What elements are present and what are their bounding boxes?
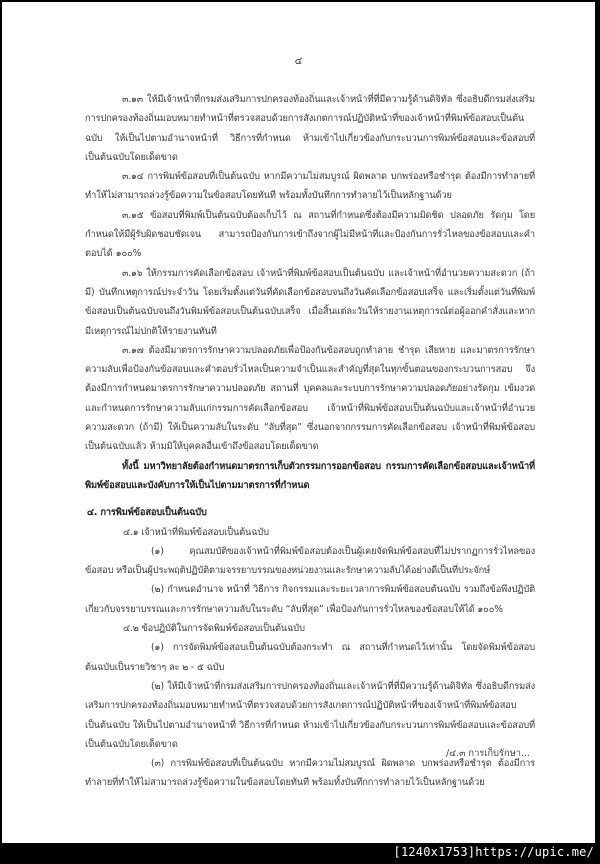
security-note: ทั้งนี้ มหาวิทยาลัยต้องกำหนดมาตรการเก็บตัวกรรมการออกข้อสอบ กรรมการคัดเลือกข้อสอบและเจ้าหน้าที่พิมพ์ข้อสอบและบังคับการให้เป็นไปตามมาตรการที่กำหนด: [85, 460, 535, 491]
section-4-2-item-3: (๓) การพิมพ์ข้อสอบที่เป็นต้นฉบับ หากมีความไม่สมบูรณ์ ผิดพลาด บกพร่องหรือชำรุด ต้องมีการทำลายที่ทำให้ไม่สามารถล่วงรู้ข้อความในข้อสอบโดยทันที พร้อมทั้งบันทึกการทำลายไว้เป็นหลักฐานด้วย: [85, 758, 535, 789]
section-4-2-item-1: (๑) การจัดพิมพ์ข้อสอบเป็นต้นฉบับต้องกระทำ ณ สถานที่กำหนดไว้เท่านั้น โดยจัดพิมพ์ข้อสอบต้นฉบับเป็นรายวิชาๆ ละ ๒ - ๕ ฉบับ: [85, 642, 535, 673]
clause-3-16: ๓.๑๖ ให้กรรมการคัดเลือกข้อสอบ เจ้าหน้าที่พิมพ์ข้อสอบเป็นต้นฉบับ และเจ้าหน้าที่อำนวยความสะดวก (ถ้ามี) บันทึกเหตุการณ์ประจำวัน โดยเริ่มตั้งแต่วันที่คัดเลือกข้อสอบจนถึงวันคัดเลือกข้อสอบเสร็จ และเริ่มตั้งแต่วันที่พิมพ์ข้อสอบเป็นต้นฉบับจนถึงวันพิมพ์ข้อสอบเป็นต้นฉบับเสร็จ เมื่อสิ้นแต่ละวันให้รายงานเหตุการณ์ต่อผู้ออกคำสั่งและหากมีเหตุการณ์ไม่ปกติให้รายงานทันที: [85, 267, 535, 337]
clause-3-13: ๓.๑๓ ให้มีเจ้าหน้าที่กรมส่งเสริมการปกครองท้องถิ่นและเจ้าหน้าที่ที่มีความรู้ด้านดิจิทัล ซึ่งอธิบดีกรมส่งเสริมการปกครองท้องถิ่นมอบหมายทำหน้าที่ตรวจสอบด้วยการสังเกตการณ์ปฏิบัติหน้าที่ของเจ้าหน้าที่พิมพ์ข้อสอบเป็นต้นฉบับ ให้เป็นไปตามอำนาจหน้าที่ วิธีการที่กำหนด ห้ามเข้าไปเกี่ยวข้องกับกระบวนการพิมพ์ข้อสอบและข้อสอบที่เป็นต้นฉบับโดยเด็ดขาด: [85, 94, 535, 163]
section-4-1-item-2: (๒) กำหนดอำนาจ หน้าที่ วิธีการ กิจกรรมและระยะเวลาการพิมพ์ข้อสอบต้นฉบับ รวมถึงข้อพึงปฏิบัติเกี่ยวกับจรรยาบรรณและการรักษาความลับในระดับ “ลับที่สุด” เพื่อป้องกันการรั่วไหลของข้อสอบให้ได้ ๑๐๐%: [85, 584, 535, 615]
section-4-1-item-1: (๑) คุณสมบัติของเจ้าหน้าที่พิมพ์ข้อสอบต้องเป็นผู้เคยจัดพิมพ์ข้อสอบที่ไม่ปรากฏการรั่วไหลของข้อสอบ หรือเป็นผู้ประพฤติปฏิบัติตามจรรยาบรรณของหน่วยงานและรักษาความลับได้อย่างดีเป็นที่ประจักษ์: [85, 545, 535, 577]
document-page: [2, 2, 595, 843]
section-4-2-item-2: (๒) ให้มีเจ้าหน้าที่กรมส่งเสริมการปกครองท้องถิ่นและเจ้าหน้าที่ที่มีความรู้ด้านดิจิทัล ซึ่งอธิบดีกรมส่งเสริมการปกครองท้องถิ่นมอบหมายทำหน้าที่ตรวจสอบด้วยการสังเกตการณ์ปฏิบัติหน้าที่ของเจ้าหน้าที่พิมพ์ข้อสอบเป็นต้นฉบับ ให้เป็นไปตามอำนาจหน้าที่ วิธีการที่กำหนด ห้ามเข้าไปเกี่ยวข้องกับกระบวนการพิมพ์ข้อสอบและข้อสอบที่เป็นต้นฉบับโดยเด็ดขาด: [85, 680, 535, 750]
page-number: ๔: [294, 56, 303, 67]
clause-3-14: ๓.๑๔ การพิมพ์ข้อสอบที่เป็นต้นฉบับ หากมีความไม่สมบูรณ์ ผิดพลาด บกพร่องหรือชำรุด ต้องมีการทำลายที่ทำให้ไม่สามารถล่วงรู้ข้อความในข้อสอบโดยทันที พร้อมทั้งบันทึกการทำลายไว้เป็นหลักฐานด้วย: [85, 171, 535, 202]
clause-3-17: ๓.๑๗ ต้องมีมาตรการรักษาความปลอดภัยเพื่อป้องกันข้อสอบถูกทำลาย ชำรุด เสียหาย และมาตรการรักษาความลับเพื่อป้องกันข้อสอบและคำตอบรั่วไหลเป็นความจำเป็นและสำคัญที่สุดในทุกขั้นตอนของกระบวนการสอบ จึงต้องมีการกำหนดมาตรการรักษาความปลอดภัย สถานที่ บุคคลและระบบการรักษาความปลอดภัยอย่างรัดกุม เข้มงวด และกำหนดการรักษาความลับแก่กรรมการคัดเลือกข้อสอบ เจ้าหน้าที่พิมพ์ข้อสอบเป็นต้นฉบับและเจ้าหน้าที่อำนวยความสะดวก (ถ้ามี) ให้เป็นความลับในระดับ “ลับที่สุด” ซึ่งนอกจากกรรมการคัดเลือกข้อสอบ เจ้าหน้าที่พิมพ์ข้อสอบเป็นต้นฉบับแล้ว ห้ามมิให้บุคคลอื่นเข้าถึงข้อสอบโดยเด็ดขาด: [85, 344, 535, 453]
section-4-2-heading: ๔.๒ ข้อปฏิบัติในการจัดพิมพ์ข้อสอบเป็นต้นฉบับ: [123, 623, 305, 635]
section-4-heading: ๔. การพิมพ์ข้อสอบเป็นต้นฉบับ: [87, 507, 207, 519]
image-host-watermark: [1240x1753]https://upic.me/: [393, 845, 594, 859]
continuation-marker: /๔.๓ การเก็บรักษา...: [446, 748, 530, 759]
document-body: [85, 90, 535, 793]
clause-3-15: ๓.๑๕ ข้อสอบที่พิมพ์เป็นต้นฉบับต้องเก็บไว้ ณ สถานที่กำหนดซึ่งต้องมีความมิดชิด ปลอดภัย รัดกุม โดยกำหนดให้มีผู้รับผิดชอบชัดเจน สามารถป้องกันการเข้าถึงจากผู้ไม่มีหน้าที่และป้องกันการรั่วไหลของข้อสอบและคำตอบได้ ๑๐๐%: [85, 209, 535, 260]
section-4-1-heading: ๔.๑ เจ้าหน้าที่พิมพ์ข้อสอบเป็นต้นฉบับ: [123, 526, 269, 538]
